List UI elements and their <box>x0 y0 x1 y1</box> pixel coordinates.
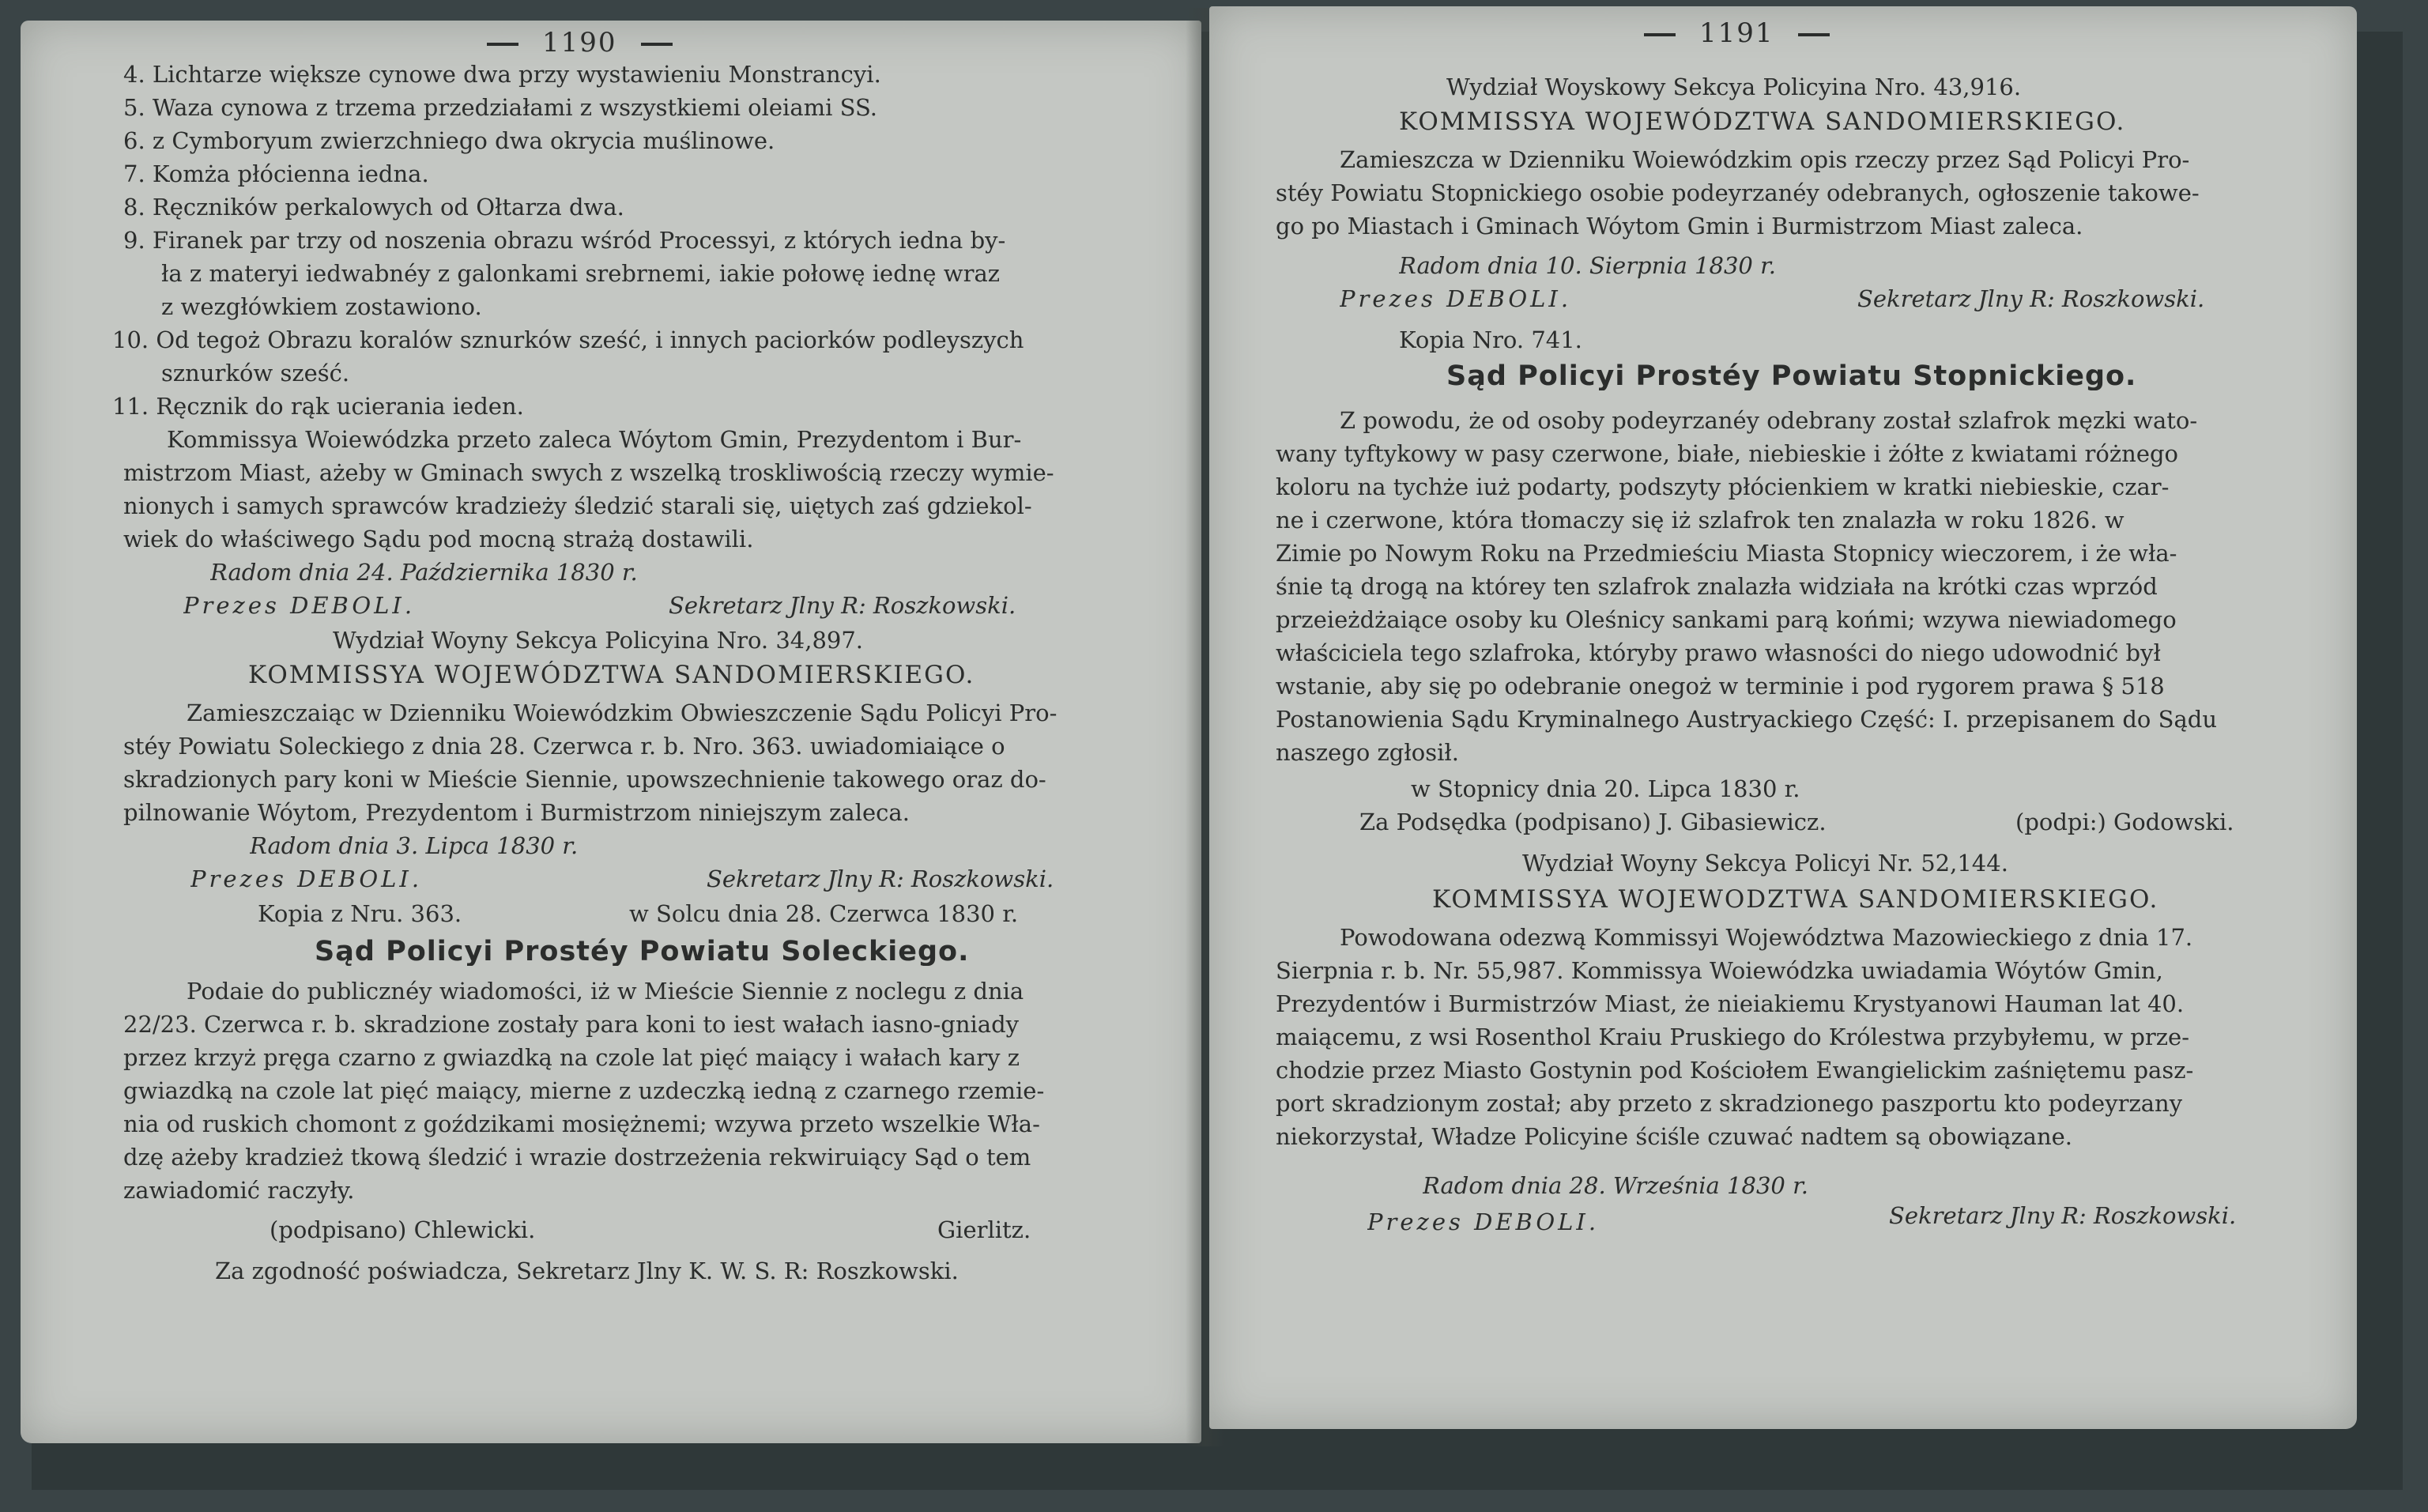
text-line: go po Miastach i Gminach Wóytom Gmin i Burmistrzom Miast zaleca. <box>1276 213 2083 239</box>
text-line: niekorzystał, Władze Policyine ściśle czuwać nadtem są obowiązane. <box>1276 1123 2073 1150</box>
text-line: przez krzyż pręga czarno z gwiazdką na czole lat pięć maiący i wałach kary z <box>123 1044 1020 1071</box>
text-line: wiek do właściwego Sądu pod mocną strażą dostawili. <box>123 526 754 552</box>
signature-line: (podpi:) Godowski. <box>2015 809 2234 835</box>
text-line: Prezydentów i Burmistrzów Miast, że nieiakiemu Krystyanowi Hauman lat 40. <box>1276 990 2185 1017</box>
text-line: koloru na tychże iuż podarty, podszyty płócienkiem w kratki niebieskie, czar- <box>1276 473 2170 500</box>
text-line: mistrzom Miast, ażeby w Gminach swych z wszelką troskliwością rzeczy wymie- <box>123 459 1054 486</box>
text-line: wstanie, aby się po odebranie onegoż w terminie i pod rygorem prawa § 518 <box>1276 673 2165 699</box>
copy-place-date: w Solcu dnia 28. Czerwca 1830 r. <box>629 900 1019 927</box>
signature-secretary: Sekretarz Jlny R: Roszkowski. <box>1857 285 2205 312</box>
section-heading: KOMMISSYA WOJEWÓDZTWA SANDOMIERSKIEGO. <box>1399 107 2126 136</box>
signature-secretary: Sekretarz Jlny R: Roszkowski. <box>707 865 1054 892</box>
text-line: maiącemu, z wsi Rosenthol Kraiu Pruskiego do Królestwa przybyłemu, w prze- <box>1276 1024 2189 1050</box>
signature-president: Prezes DEBOLI. <box>1340 285 1572 312</box>
left-page <box>21 21 1201 1443</box>
text-line: właściciela tego szlafroka, któryby prawo własności do niego udowodnić był <box>1276 639 2161 666</box>
text-line: stéy Powiatu Stopnickiego osobie podeyrzanéy odebranych, ogłoszenie takowe- <box>1276 179 2200 206</box>
text-line: śnie tą drogą na którey ten szlafrok znalazła widziała na krótki czas wprzód <box>1276 573 2158 600</box>
text-line: nia od ruskich chomont z goździkami mosiężnemi; wzywa przeto wszelkie Wła- <box>123 1110 1040 1137</box>
section-department: Wydział Woyskowy Sekcya Policyina Nro. 43,916. <box>1446 74 2022 100</box>
copy-number: Kopia z Nru. 363. <box>258 900 462 927</box>
text-line: 9. Firanek par trzy od noszenia obrazu wśród Processyi, z których iedna by- <box>123 227 1006 254</box>
signature-president: Prezes DEBOLI. <box>190 865 423 892</box>
text-line: 4. Lichtarze większe cynowe dwa przy wystawieniu Monstrancyi. <box>123 61 881 88</box>
place-date-line: w Stopnicy dnia 20. Lipca 1830 r. <box>1411 775 1800 802</box>
copy-number: Kopia Nro. 741. <box>1399 326 1582 353</box>
court-title: Sąd Policyi Prostéy Powiatu Soleckiego. <box>315 937 970 966</box>
text-line: ła z materyi iedwabnéy z galonkami srebrnemi, iakie połowę iednę wraz <box>161 260 1001 287</box>
right-page-number: 1191 <box>1620 17 1853 49</box>
text-line: Z powodu, że od osoby podeyrzanéy odebrany został szlafrok męzki wato- <box>1340 407 2198 434</box>
signature-president: Prezes DEBOLI. <box>1367 1208 1600 1235</box>
text-line: 7. Komża płócienna iedna. <box>123 160 429 187</box>
text-line: 8. Ręczników perkalowych od Ołtarza dwa. <box>123 194 624 221</box>
text-line: chodzie przez Miasto Gostynin pod Kościołem Ewangielickim zaśniętemu pasz- <box>1276 1057 2194 1084</box>
text-line: 5. Waza cynowa z trzema przedziałami z wszystkiemi oleiami SS. <box>123 94 878 121</box>
text-line: nionych i samych sprawców kradzieży śledzić starali się, uiętych zaś gdziekol- <box>123 492 1032 519</box>
section-department: Wydział Woyny Sekcya Policyina Nro. 34,897. <box>333 627 864 654</box>
right-page <box>1209 6 2357 1429</box>
text-line: Zamieszczaiąc w Dzienniku Woiewódzkim Obwieszczenie Sądu Policyi Pro- <box>187 699 1058 726</box>
signature-president: Prezes DEBOLI. <box>183 592 416 619</box>
text-line: gwiazdką na czole lat pięć maiący, mierne z uzdeczką iedną z czarnego rzemie- <box>123 1077 1045 1104</box>
court-title: Sąd Policyi Prostéy Powiatu Stopnickiego. <box>1446 362 2137 390</box>
text-line: 22/23. Czerwca r. b. skradzione zostały para koni to iest wałach iasno-gniady <box>123 1011 1020 1038</box>
text-line: Podaie do publicznéy wiadomości, iż w Mieście Siennie z noclegu z dnia <box>187 978 1024 1005</box>
left-page-number: 1190 <box>463 27 696 58</box>
section-heading: KOMMISSYA WOJEWODZTWA SANDOMIERSKIEGO. <box>1432 885 2159 914</box>
text-line: 10. Od tegoż Obrazu koralów sznurków sześć, i innych paciorków podleyszych <box>112 326 1024 353</box>
date-line: Radom dnia 24. Października 1830 r. <box>210 559 638 586</box>
text-line: ne i czerwone, która tłomaczy się iż szlafrok ten znalazła w roku 1826. w <box>1276 507 2124 534</box>
date-line: Radom dnia 28. Września 1830 r. <box>1423 1172 1808 1199</box>
section-department: Wydział Woyny Sekcya Policyi Nr. 52,144. <box>1522 850 2008 877</box>
date-line: Radom dnia 3. Lipca 1830 r. <box>250 832 579 859</box>
text-line: sznurków sześć. <box>161 360 350 386</box>
text-line: dzę ażeby kradzież tkową śledzić i wrazie dostrzeżenia rekwiruiący Sąd o tem <box>123 1144 1031 1171</box>
signature-secretary: Sekretarz Jlny R: Roszkowski. <box>669 592 1016 619</box>
text-line: 6. z Cymboryum zwierzchniego dwa okrycia muślinowe. <box>123 127 775 154</box>
text-line: Zimie po Nowym Roku na Przedmieściu Miasta Stopnicy wieczorem, i że wła- <box>1276 540 2177 567</box>
signature-line: Gierlitz. <box>937 1216 1031 1243</box>
date-line: Radom dnia 10. Sierpnia 1830 r. <box>1399 252 1776 279</box>
text-line: zawiadomić raczyły. <box>123 1177 355 1204</box>
text-line: 11. Ręcznik do rąk ucierania ieden. <box>112 393 524 420</box>
text-line: Postanowienia Sądu Kryminalnego Austryackiego Część: I. przepisanem do Sądu <box>1276 706 2217 733</box>
text-line: z wezgłówkiem zostawiono. <box>161 293 482 320</box>
text-line: skradzionych pary koni w Mieście Siennie, upowszechnienie takowego oraz do- <box>123 766 1046 793</box>
text-line: naszego zgłosił. <box>1276 739 1460 766</box>
text-line: Kommissya Woiewódzka przeto zaleca Wóytom Gmin, Prezydentom i Bur- <box>167 426 1022 453</box>
text-line: wany tyftykowy w pasy czerwone, białe, niebieskie i żółte z kwiatami różnego <box>1276 440 2179 467</box>
section-heading: KOMMISSYA WOJEWÓDZTWA SANDOMIERSKIEGO. <box>248 661 975 689</box>
text-line: Zamieszcza w Dzienniku Woiewódzkim opis rzeczy przez Sąd Policyi Pro- <box>1340 146 2190 173</box>
text-line: pilnowanie Wóytom, Prezydentom i Burmistrzom niniejszym zaleca. <box>123 799 910 826</box>
text-line: port skradzionym został; aby przeto z skradzionego paszportu kto podeyrzany <box>1276 1090 2183 1117</box>
signature-line: Za Podsędka (podpisano) J. Gibasiewicz. <box>1359 809 1827 835</box>
text-line: Sierpnia r. b. Nr. 55,987. Kommissya Woiewódzka uwiadamia Wóytów Gmin, <box>1276 957 2163 984</box>
certification-line: Za zgodność poświadcza, Sekretarz Jlny K. W. S. R: Roszkowski. <box>215 1257 959 1284</box>
signature-secretary: Sekretarz Jlny R: Roszkowski. <box>1889 1202 2237 1229</box>
text-line: Powodowana odezwą Kommissyi Województwa Mazowieckiego z dnia 17. <box>1340 924 2193 951</box>
text-line: przeieżdżaiące osoby ku Oleśnicy sankami parą końmi; wzywa niewiadomego <box>1276 606 2177 633</box>
text-line: stéy Powiatu Soleckiego z dnia 28. Czerwca r. b. Nro. 363. uwiadomiaiące o <box>123 733 1005 760</box>
signature-line: (podpisano) Chlewicki. <box>270 1216 536 1243</box>
